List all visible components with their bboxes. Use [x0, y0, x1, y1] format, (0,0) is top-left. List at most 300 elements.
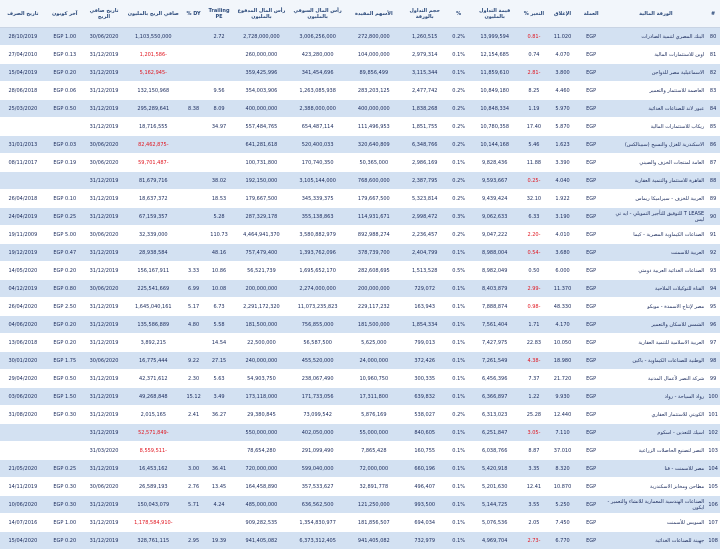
profit-date: 31/12/2019	[84, 388, 124, 406]
listed-shares: 5,876,169	[346, 406, 402, 424]
last-coupon: EGP 2.50	[46, 298, 84, 316]
change-pct: -0.25	[520, 172, 549, 190]
col-header-paid-capital[interactable]: رأس المال المدفوع بالمليون	[233, 0, 289, 28]
row-index: 88	[706, 172, 720, 190]
trailing-pe: 4.24	[205, 496, 234, 514]
security-name: اسيك للتعدين - اسكوم	[605, 424, 706, 442]
table-row[interactable]	[0, 136, 720, 154]
table-row[interactable]	[0, 514, 720, 532]
dividend-yield: 5.17	[182, 298, 204, 316]
col-header-name[interactable]: الورقة المالية	[605, 0, 706, 28]
ex-date: 15/04/2019	[0, 64, 46, 82]
traded-value: 5,420,918	[470, 460, 520, 478]
close-price: 4.070	[548, 46, 577, 64]
net-profit: 49,268,848	[124, 388, 182, 406]
table-row[interactable]	[0, 532, 720, 550]
ex-date: 26/04/2020	[0, 298, 46, 316]
trailing-pe: 3.49	[205, 388, 234, 406]
net-profit: 132,150,968	[124, 82, 182, 100]
ex-date: 03/06/2020	[0, 388, 46, 406]
profit-date: 31/12/2019	[84, 262, 124, 280]
net-profit: -82,462,875	[124, 136, 182, 154]
paid-capital: 100,731,800	[233, 154, 289, 172]
paid-capital: 400,000,000	[233, 100, 289, 118]
currency-cell: EGP	[577, 316, 606, 334]
profit-date: 31/03/2020	[84, 442, 124, 460]
trailing-pe	[205, 136, 234, 154]
paid-capital: 164,458,890	[233, 478, 289, 496]
close-price: 1.623	[548, 136, 577, 154]
paid-capital: 641,281,618	[233, 136, 289, 154]
change-pct: 0.50	[520, 262, 549, 280]
paid-capital: 192,150,000	[233, 172, 289, 190]
profit-date: 31/12/2019	[84, 334, 124, 352]
net-profit: -1,178,584,910	[124, 514, 182, 532]
close-price: 37.010	[548, 442, 577, 460]
last-coupon: EGP 1.75	[46, 352, 84, 370]
table-row[interactable]	[0, 190, 720, 208]
table-row[interactable]	[0, 82, 720, 100]
col-header-currency[interactable]: العملة	[577, 0, 606, 28]
ex-date: 10/06/2020	[0, 496, 46, 514]
trailing-pe	[205, 514, 234, 532]
trailing-pe: 14.54	[205, 334, 234, 352]
paid-capital: 354,003,906	[233, 82, 289, 100]
ex-date: 31/08/2020	[0, 406, 46, 424]
close-price: 11.370	[548, 280, 577, 298]
ex-date: 31/01/2013	[0, 136, 46, 154]
listed-shares: 200,000,000	[346, 280, 402, 298]
listed-shares: 181,500,000	[346, 316, 402, 334]
row-index: 90	[706, 208, 720, 226]
last-coupon	[46, 118, 84, 136]
profit-date: 31/12/2019	[84, 370, 124, 388]
close-price: 4.010	[548, 226, 577, 244]
net-profit: 18,716,555	[124, 118, 182, 136]
listed-shares: 111,496,953	[346, 118, 402, 136]
net-profit: 156,167,911	[124, 262, 182, 280]
currency-cell: EGP	[577, 100, 606, 118]
table-row[interactable]	[0, 100, 720, 118]
dividend-yield	[182, 244, 204, 262]
security-name: جهينة للصناعات الغذائية	[605, 532, 706, 550]
trailing-pe: 48.16	[205, 244, 234, 262]
paid-capital: 181,500,000	[233, 316, 289, 334]
currency-cell: EGP	[577, 514, 606, 532]
traded-value: 11,859,610	[470, 64, 520, 82]
table-row[interactable]	[0, 244, 720, 262]
traded-volume: 2,986,169	[402, 154, 448, 172]
close-price: 12.440	[548, 406, 577, 424]
last-coupon: EGP 0.30	[46, 496, 84, 514]
profit-date: 30/06/2020	[84, 28, 124, 46]
table-row[interactable]	[0, 262, 720, 280]
change-pct: 8.25	[520, 82, 549, 100]
table-row[interactable]	[0, 64, 720, 82]
close-price: 6.000	[548, 262, 577, 280]
listed-shares: 121,250,000	[346, 496, 402, 514]
trailing-pe: 36.27	[205, 406, 234, 424]
col-header-volume[interactable]: حجم التداول بالورقة	[402, 0, 448, 28]
profit-date: 31/12/2019	[84, 298, 124, 316]
row-index: 80	[706, 28, 720, 46]
trailing-pe: 5.58	[205, 316, 234, 334]
security-name: العربية للخزف - سيراميكا ريماس	[605, 190, 706, 208]
ex-date: 19/11/2009	[0, 226, 46, 244]
change-pct: 25.28	[520, 406, 549, 424]
security-name: رواد السياحة - رواد	[605, 388, 706, 406]
row-index: 93	[706, 262, 720, 280]
pct-cell: 0.1%	[448, 316, 470, 334]
col-header-market-cap[interactable]: رأس المال السوقي بالمليون	[290, 0, 346, 28]
trailing-pe	[205, 46, 234, 64]
trailing-pe	[205, 424, 234, 442]
traded-volume: 1,513,528	[402, 262, 448, 280]
security-name: النصر لتصنيع الحاصلات الزراعية	[605, 442, 706, 460]
market-cap: 1,393,762,096	[290, 244, 346, 262]
profit-date: 31/12/2019	[84, 100, 124, 118]
ex-date	[0, 442, 46, 460]
row-index: 94	[706, 280, 720, 298]
net-profit: 18,637,372	[124, 190, 182, 208]
dividend-yield	[182, 46, 204, 64]
table-row[interactable]	[0, 496, 720, 514]
ex-date: 29/04/2020	[0, 370, 46, 388]
security-name: البنك المصري لتنمية الصادرات	[605, 28, 706, 46]
col-header-dy[interactable]: DY %	[182, 0, 204, 28]
traded-volume: 1,851,755	[402, 118, 448, 136]
market-cap: 11,073,235,823	[290, 298, 346, 316]
currency-cell: EGP	[577, 406, 606, 424]
traded-value: 6,313,023	[470, 406, 520, 424]
row-index: 82	[706, 64, 720, 82]
traded-value: 10,144,168	[470, 136, 520, 154]
ex-date	[0, 118, 46, 136]
table-row[interactable]	[0, 460, 720, 478]
pct-cell: 0.1%	[448, 370, 470, 388]
close-price: 5.970	[548, 100, 577, 118]
close-price: 10.870	[548, 478, 577, 496]
row-index: 95	[706, 298, 720, 316]
market-cap: 341,454,696	[290, 64, 346, 82]
change-pct: 12.41	[520, 478, 549, 496]
profit-date: 30/06/2020	[84, 280, 124, 298]
security-name: الاسكندرية للغزل والنسيج (سبينالكس)	[605, 136, 706, 154]
market-cap: 455,520,000	[290, 352, 346, 370]
close-price: 4.040	[548, 172, 577, 190]
traded-volume: 1,854,334	[402, 316, 448, 334]
security-name: العربية الاسلامية للتنمية العقارية	[605, 334, 706, 352]
currency-cell: EGP	[577, 280, 606, 298]
traded-volume: 2,404,799	[402, 244, 448, 262]
dividend-yield: 2.76	[182, 478, 204, 496]
pct-cell: 0.1%	[448, 532, 470, 550]
table-row[interactable]	[0, 298, 720, 316]
market-cap: 171,733,056	[290, 388, 346, 406]
col-header-trailing-pe[interactable]: Trailing PE	[205, 0, 234, 28]
profit-date: 31/12/2019	[84, 316, 124, 334]
currency-cell: EGP	[577, 136, 606, 154]
listed-shares: 17,311,800	[346, 388, 402, 406]
security-name: الاسماعيلية مصر للدواجن	[605, 64, 706, 82]
change-pct: -2.81	[520, 64, 549, 82]
profit-date: 31/12/2019	[84, 424, 124, 442]
dividend-yield	[182, 334, 204, 352]
currency-cell: EGP	[577, 208, 606, 226]
ex-date: 24/04/2019	[0, 208, 46, 226]
table-row[interactable]	[0, 208, 720, 226]
currency-cell: EGP	[577, 442, 606, 460]
pct-cell: 0.1%	[448, 244, 470, 262]
trailing-pe: 110.73	[205, 226, 234, 244]
dividend-yield: 2.30	[182, 370, 204, 388]
table-row[interactable]	[0, 316, 720, 334]
change-pct: -4.38	[520, 352, 549, 370]
profit-date: 30/06/2020	[84, 478, 124, 496]
dividend-yield	[182, 208, 204, 226]
pct-cell: 0.1%	[448, 298, 470, 316]
traded-value: 9,593,667	[470, 172, 520, 190]
market-cap: 345,339,375	[290, 190, 346, 208]
paid-capital: 4,464,941,370	[233, 226, 289, 244]
table-row[interactable]	[0, 388, 720, 406]
currency-cell: EGP	[577, 46, 606, 64]
last-coupon: EGP 0.50	[46, 100, 84, 118]
currency-cell: EGP	[577, 460, 606, 478]
profit-date: 30/06/2020	[84, 226, 124, 244]
dividend-yield: 2.95	[182, 532, 204, 550]
last-coupon: EGP 0.20	[46, 64, 84, 82]
col-header-ex-date[interactable]: تاريخ الصرف	[0, 0, 46, 28]
market-cap: 238,067,490	[290, 370, 346, 388]
listed-shares: 32,891,778	[346, 478, 402, 496]
last-coupon: EGP 0.19	[46, 154, 84, 172]
pct-cell: 0.1%	[448, 352, 470, 370]
table-row[interactable]	[0, 154, 720, 172]
dividend-yield	[182, 172, 204, 190]
traded-volume: 2,477,742	[402, 82, 448, 100]
market-cap: 423,280,000	[290, 46, 346, 64]
table-row[interactable]	[0, 424, 720, 442]
trailing-pe: 8.09	[205, 100, 234, 118]
security-name: مصر للاسمنت - قنا	[605, 460, 706, 478]
col-header-net-profit[interactable]: صافي الربح بالمليون	[124, 0, 182, 28]
net-profit: 1,103,550,000	[124, 28, 182, 46]
net-profit: -59,701,487	[124, 154, 182, 172]
row-index: 92	[706, 244, 720, 262]
close-price: 8.320	[548, 460, 577, 478]
listed-shares: 272,800,000	[346, 28, 402, 46]
table-body	[0, 28, 720, 550]
traded-volume: 163,943	[402, 298, 448, 316]
change-pct: -2.20	[520, 226, 549, 244]
trailing-pe: 13.45	[205, 478, 234, 496]
security-name: مصر لإنتاج الاسمدة - موبكو	[605, 298, 706, 316]
net-profit: 2,015,165	[124, 406, 182, 424]
profit-date: 31/12/2019	[84, 460, 124, 478]
table-row[interactable]	[0, 46, 720, 64]
pct-cell: 0.2%	[448, 100, 470, 118]
table-row[interactable]	[0, 118, 720, 136]
col-header-pct[interactable]: %	[448, 0, 470, 28]
market-cap: 520,400,033	[290, 136, 346, 154]
close-price: 9.930	[548, 388, 577, 406]
traded-value: 8,988,004	[470, 244, 520, 262]
traded-volume: 799,013	[402, 334, 448, 352]
market-cap: 654,487,114	[290, 118, 346, 136]
close-price: 5.870	[548, 118, 577, 136]
ex-date: 04/12/2019	[0, 280, 46, 298]
ex-date: 14/05/2020	[0, 262, 46, 280]
profit-date: 30/06/2020	[84, 136, 124, 154]
profit-date: 31/12/2019	[84, 118, 124, 136]
traded-value: 6,251,847	[470, 424, 520, 442]
traded-value: 12,154,685	[470, 46, 520, 64]
close-price: 4.170	[548, 316, 577, 334]
security-name: شركة النصر لأعمال المدنية	[605, 370, 706, 388]
trailing-pe: 27.15	[205, 352, 234, 370]
ex-date: 26/04/2018	[0, 190, 46, 208]
row-index: 98	[706, 352, 720, 370]
security-name: عبور لاند للصناعات الغذائية	[605, 100, 706, 118]
col-header-listed-shares[interactable]: الأسهم المقيدة	[346, 0, 402, 28]
paid-capital: 56,521,739	[233, 262, 289, 280]
table-row[interactable]	[0, 226, 720, 244]
change-pct: 32.10	[520, 190, 549, 208]
traded-volume: 372,426	[402, 352, 448, 370]
net-profit: 1,645,040,161	[124, 298, 182, 316]
close-price: 3.190	[548, 208, 577, 226]
dividend-yield	[182, 64, 204, 82]
dividend-yield	[182, 28, 204, 46]
listed-shares: 55,000,000	[346, 424, 402, 442]
row-index: 104	[706, 460, 720, 478]
paid-capital: 78,654,280	[233, 442, 289, 460]
traded-value: 7,261,549	[470, 352, 520, 370]
change-pct: -3.05	[520, 424, 549, 442]
row-index: 96	[706, 316, 720, 334]
net-profit: 3,892,215	[124, 334, 182, 352]
traded-value: 9,439,424	[470, 190, 520, 208]
trailing-pe: 18.53	[205, 190, 234, 208]
listed-shares: 10,960,750	[346, 370, 402, 388]
traded-value: 10,780,358	[470, 118, 520, 136]
last-coupon	[46, 424, 84, 442]
net-profit: -52,571,849	[124, 424, 182, 442]
listed-shares: 104,000,000	[346, 46, 402, 64]
security-name: الصناعات الهندسية المعمارية للانشاء والتعمير - ايكون	[605, 496, 706, 514]
header-row	[0, 0, 720, 28]
security-name: القاهرة للاستثمار والتنمية العقارية	[605, 172, 706, 190]
table-row[interactable]	[0, 478, 720, 496]
close-price: 4.460	[548, 82, 577, 100]
paid-capital: 909,282,535	[233, 514, 289, 532]
last-coupon: EGP 0.20	[46, 316, 84, 334]
listed-shares: 181,856,507	[346, 514, 402, 532]
table-row[interactable]	[0, 334, 720, 352]
table-row[interactable]	[0, 352, 720, 370]
security-name: T LEASE للتوفيق للتأجير التمويلي - ايه تي ليس	[605, 208, 706, 226]
col-header-last-coupon[interactable]: آخر كوبون	[46, 0, 84, 28]
market-cap: 355,138,863	[290, 208, 346, 226]
trailing-pe: 6.73	[205, 298, 234, 316]
net-profit: 150,043,079	[124, 496, 182, 514]
paid-capital: 29,380,845	[233, 406, 289, 424]
profit-date: 31/12/2019	[84, 406, 124, 424]
close-price: 3.800	[548, 64, 577, 82]
paid-capital: 173,118,000	[233, 388, 289, 406]
col-header-change[interactable]: التغير %	[520, 0, 549, 28]
security-name: الصناعات الكيماوية المصرية - كيما	[605, 226, 706, 244]
traded-volume: 1,260,515	[402, 28, 448, 46]
currency-cell: EGP	[577, 388, 606, 406]
trailing-pe: 10.86	[205, 262, 234, 280]
net-profit: 67,159,357	[124, 208, 182, 226]
pct-cell: 0.2%	[448, 136, 470, 154]
paid-capital: 557,484,765	[233, 118, 289, 136]
trailing-pe: 36.41	[205, 460, 234, 478]
paid-capital: 359,425,996	[233, 64, 289, 82]
table-row[interactable]	[0, 442, 720, 460]
table-row[interactable]	[0, 280, 720, 298]
trailing-pe	[205, 64, 234, 82]
currency-cell: EGP	[577, 370, 606, 388]
trailing-pe: 5.28	[205, 208, 234, 226]
last-coupon: EGP 0.50	[46, 370, 84, 388]
profit-date: 31/12/2019	[84, 244, 124, 262]
net-profit: 295,289,641	[124, 100, 182, 118]
market-cap: 1,354,830,977	[290, 514, 346, 532]
net-profit: 28,938,584	[124, 244, 182, 262]
col-header-value[interactable]: قيمة التداول بالمليون	[470, 0, 520, 28]
profit-date: 30/06/2020	[84, 352, 124, 370]
table-row[interactable]	[0, 172, 720, 190]
last-coupon: EGP 0.20	[46, 334, 84, 352]
traded-volume: 639,832	[402, 388, 448, 406]
traded-value: 9,047,222	[470, 226, 520, 244]
trailing-pe: 9.56	[205, 82, 234, 100]
col-header-idx[interactable]: #	[706, 0, 720, 28]
table-row[interactable]	[0, 370, 720, 388]
row-index: 99	[706, 370, 720, 388]
ex-date: 25/03/2020	[0, 100, 46, 118]
dividend-yield	[182, 226, 204, 244]
currency-cell: EGP	[577, 172, 606, 190]
pct-cell: 0.2%	[448, 172, 470, 190]
traded-value: 7,561,404	[470, 316, 520, 334]
ex-date: 21/05/2020	[0, 460, 46, 478]
table-row[interactable]	[0, 406, 720, 424]
close-price: 3.680	[548, 244, 577, 262]
pct-cell: 0.2%	[448, 118, 470, 136]
change-pct: -0.54	[520, 244, 549, 262]
traded-value: 5,076,536	[470, 514, 520, 532]
listed-shares: 768,600,000	[346, 172, 402, 190]
last-coupon: EGP 0.20	[46, 262, 84, 280]
traded-value: 8,982,049	[470, 262, 520, 280]
last-coupon: EGP 1.00	[46, 28, 84, 46]
market-cap: 3,105,144,000	[290, 172, 346, 190]
market-cap: 357,533,627	[290, 478, 346, 496]
currency-cell: EGP	[577, 64, 606, 82]
col-header-profit-date[interactable]: تاريخ صافي الربح	[84, 0, 124, 28]
close-price: 5.250	[548, 496, 577, 514]
net-profit: -8,559,511	[124, 442, 182, 460]
table-row[interactable]	[0, 28, 720, 46]
security-name: الوطنية للصناعات الكيماوية - باكين	[605, 352, 706, 370]
traded-volume: 2,387,795	[402, 172, 448, 190]
col-header-close[interactable]: الإغلاق	[548, 0, 577, 28]
